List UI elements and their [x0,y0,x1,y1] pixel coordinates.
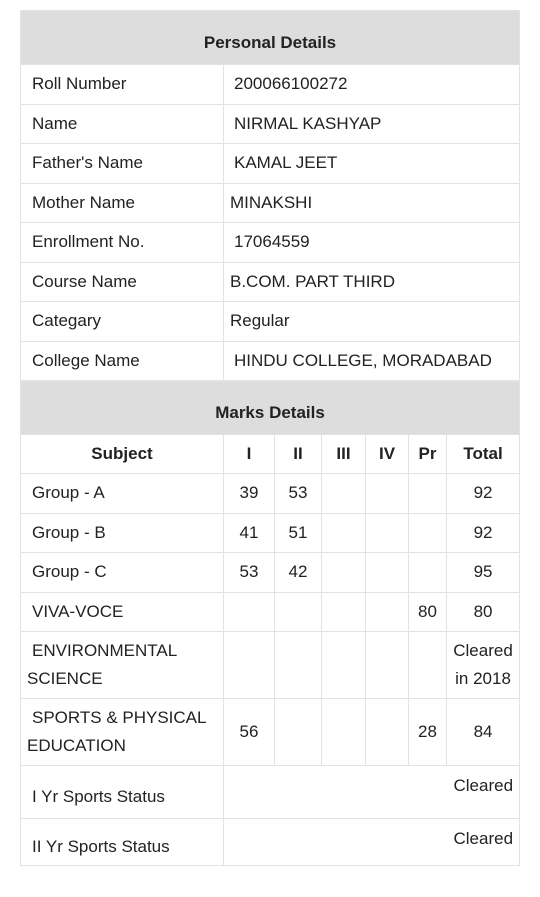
total-cell: 92 [447,474,520,514]
table-row [21,65,520,105]
sports-status-value: Cleared [224,766,520,819]
mark-cell [224,632,275,699]
total-cell: 84 [447,699,520,766]
fathers-name-value: KAMAL JEET [224,144,520,184]
subject-header: Subject [21,435,224,474]
mark-cell: 39 [224,474,275,514]
personal-details-heading: Personal Details [21,11,520,65]
course-name-value: B.COM. PART THIRD [224,262,520,302]
subject-cell: Group - C [21,553,224,593]
course-name-label: Course Name [21,262,224,302]
marks-details-heading: Marks Details [21,382,520,435]
total-cell: 95 [447,553,520,593]
mark-cell [366,592,409,632]
subject-line-1: SPORTS & PHYSICAL [32,708,207,727]
subject-line-1: ENVIRONMENTAL [32,641,178,660]
subject-cell: Group - A [21,474,224,514]
table-row [21,144,520,184]
mark-cell: 51 [275,513,322,553]
col-ii-header: II [275,435,322,474]
mark-cell: 53 [224,553,275,593]
subject-line-2: EDUCATION [27,736,126,755]
category-value: Regular [224,302,520,342]
mark-cell [366,513,409,553]
table-row [21,302,520,342]
col-i-header: I [224,435,275,474]
mark-cell [275,592,322,632]
table-row [21,553,520,593]
mark-cell: 56 [224,699,275,766]
subject-line-2: SCIENCE [27,669,103,688]
mark-cell [275,632,322,699]
mark-cell: 41 [224,513,275,553]
subject-cell [21,632,224,699]
table-row [21,341,520,381]
college-name-value: HINDU COLLEGE, MORADABAD [224,341,520,381]
roll-number-label: Roll Number [21,65,224,105]
mark-cell [366,553,409,593]
enrollment-value: 17064559 [224,223,520,263]
total-line-1: Cleared [453,641,513,660]
mark-cell [409,632,447,699]
mark-cell [322,553,366,593]
subject-cell: VIVA-VOCE [21,592,224,632]
col-pr-header: Pr [409,435,447,474]
mark-cell [366,474,409,514]
mark-cell [409,553,447,593]
total-header: Total [447,435,520,474]
table-row [21,699,520,766]
mark-cell: 53 [275,474,322,514]
mark-cell: 80 [409,592,447,632]
mark-cell: 42 [275,553,322,593]
mother-name-label: Mother Name [21,183,224,223]
enrollment-label: Enrollment No. [21,223,224,263]
marks-header-row [21,435,520,474]
roll-number-value: 200066100272 [224,65,520,105]
subject-cell: Group - B [21,513,224,553]
personal-details-table [20,10,520,381]
mark-cell [366,632,409,699]
total-cell: 80 [447,592,520,632]
table-row [21,474,520,514]
table-row [21,766,520,819]
col-iii-header: III [322,435,366,474]
mark-cell: 28 [409,699,447,766]
table-row [21,513,520,553]
name-label: Name [21,104,224,144]
sports-status-label: I Yr Sports Status [21,766,224,819]
mark-cell [322,592,366,632]
category-label: Categary [21,302,224,342]
mark-cell [322,474,366,514]
subject-cell [21,699,224,766]
name-value: NIRMAL KASHYAP [224,104,520,144]
total-cell [447,632,520,699]
mark-cell [366,699,409,766]
table-row [21,183,520,223]
table-row [21,592,520,632]
table-row [21,262,520,302]
mark-cell [275,699,322,766]
table-row [21,632,520,699]
table-row [21,104,520,144]
marks-details-table [20,381,520,866]
result-card [20,10,519,866]
sports-status-value: Cleared [224,819,520,866]
col-iv-header: IV [366,435,409,474]
mark-cell [322,699,366,766]
fathers-name-label: Father's Name [21,144,224,184]
mark-cell [322,632,366,699]
mark-cell [224,592,275,632]
mark-cell [409,513,447,553]
college-name-label: College Name [21,341,224,381]
mark-cell [409,474,447,514]
total-line-2: in 2018 [455,669,511,688]
sports-status-label: II Yr Sports Status [21,819,224,866]
table-row [21,223,520,263]
mark-cell [322,513,366,553]
table-row [21,819,520,866]
total-cell: 92 [447,513,520,553]
mother-name-value: MINAKSHI [224,183,520,223]
